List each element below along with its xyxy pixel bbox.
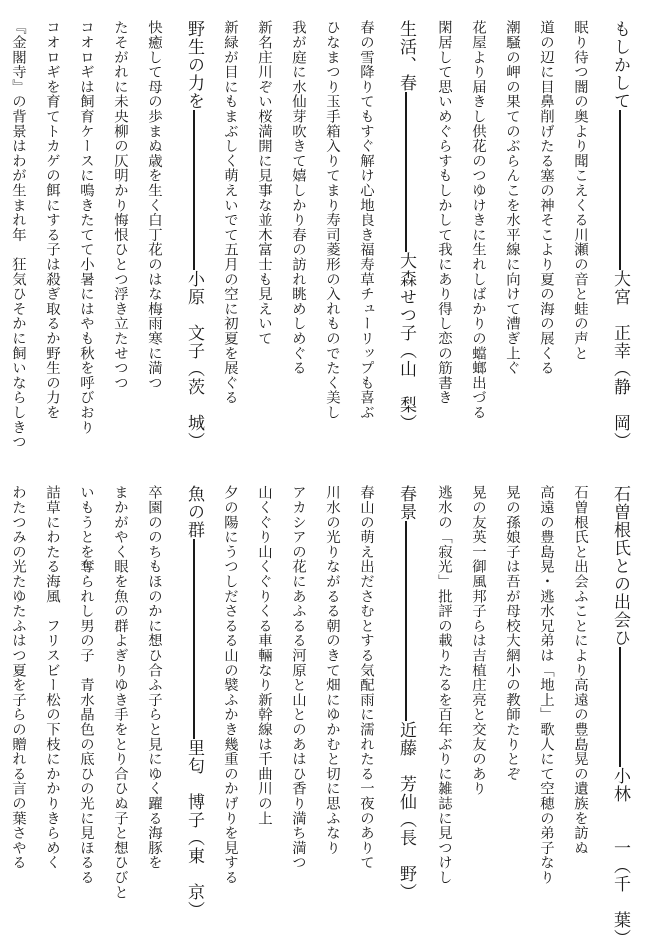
poem-author: 大森せつ子 — [396, 252, 416, 342]
poem-line: コオロギは飼育ケースに鳴きたてて小暑にはやも秋を呼びおり — [78, 20, 94, 435]
poem-line: 快癒して母の歩まぬ歳を生く白丁花のはな梅雨寒に満つ — [146, 20, 162, 390]
poem-line: 山くぐり山くぐりくる車輛なり新幹線は千曲川の上 — [256, 485, 272, 826]
poem-title: 石曽根氏との出会ひ — [610, 485, 630, 647]
title-rule — [405, 92, 407, 252]
poem-line: わたつみの光たゆたふはつ夏を子らの贈れる言の葉さやる — [10, 485, 26, 870]
title-rule — [405, 521, 407, 721]
poem-title: 野生の力を — [184, 20, 204, 110]
poem-heading — [180, 20, 208, 460]
poem-prefecture: （千 葉） — [610, 857, 630, 947]
poem-line: 高遠の豊島晃・逃水兄弟は「地上」歌人にて空穂の弟子なり — [538, 485, 554, 885]
poem-heading — [392, 20, 420, 460]
poem-prefecture: （静 岡） — [610, 360, 630, 450]
poem-line: 眠り待つ闇の奥より聞こえくる川瀬の音と蛙の声と — [572, 20, 588, 361]
poem-line: 春の雪降りてもすぐ解け心地良き福寿草チューリップも喜ぶ — [358, 20, 374, 420]
title-rule — [193, 110, 195, 270]
poem-title: もしかして — [610, 20, 630, 110]
poem-line: 逃水の「寂光」批評の載りたるを百年ぶりに雑誌に見つけし — [436, 485, 452, 885]
poem-heading — [392, 485, 420, 925]
poem-line: 花屋より届きし供花のつゆけきに生れしばかりの蟷螂出づる — [470, 20, 486, 420]
poem-line: 卒園ののちもほのかに想ひ合ふ子らと見にゆく躍る海豚を — [146, 485, 162, 870]
title-rule — [619, 110, 621, 270]
poem-line: 閑居して思いめぐらすもしかして我にあり得し恋の筋書き — [436, 20, 452, 405]
poem-line: コオロギを育てトカゲの餌にする子は殺ぎ取るか野生の力を — [44, 20, 60, 420]
poem-line: 晃の孫娘子は吾が母校大網小の教師たりとぞ — [504, 485, 520, 781]
poem-author: 大宮 正幸 — [610, 270, 630, 360]
poem-line: 新名庄川ぞい桜満開に見事な並木富士も見えいて — [256, 20, 272, 346]
title-rule — [193, 539, 195, 739]
poem-heading — [606, 20, 634, 460]
poem-author: 小林 一 — [610, 767, 630, 857]
poem-prefecture: （茨 城） — [184, 360, 204, 450]
poem-line: まかがやく眼を魚の群よぎりゆき手をとり合ひぬ子と想ひびと — [112, 485, 128, 900]
poem-line: 我が庭に水仙芽吹きて嬉しかり春の訪れ眺めしめぐる — [290, 20, 306, 376]
poem-line: 『金閣寺』の背景はわが生まれ年 狂気ひそかに飼いならしきつ — [10, 20, 26, 450]
poem-line: 春山の萌え出ださむとする気配雨に濡れたる一夜のありて — [358, 485, 374, 870]
poem-line: ひなまつり玉手箱入りてまり寿司菱形の入れものでたく美し — [324, 20, 340, 420]
title-rule — [619, 647, 621, 767]
poem-line: 晃の友英一御風邦子らは吉植庄亮と交友のあり — [470, 485, 486, 796]
poem-title: 春景 — [396, 485, 416, 521]
poem-line: 潮騒の岬の果てのぶらんこを水平線に向けて漕ぎ上ぐ — [504, 20, 520, 376]
poem-line: たそがれに未央柳の仄明かり悔恨ひとつ浮き立たせつつ — [112, 20, 128, 390]
poem-line: 詰草にわたる海風 フリスビー松の下枝にかかりきらめく — [44, 485, 60, 870]
poem-line: 夕の陽にうつしださるる山の襞ふかき幾重のかげりを見する — [222, 485, 238, 885]
poem-line: 新緑が目にもまぶしく萌えいでて五月の空に初夏を展ぐる — [222, 20, 238, 405]
poem-line: いもうとを奪られし男の子 青水晶色の底ひの光に見ほるる — [78, 485, 94, 885]
poem-author: 近藤 芳仙 — [396, 721, 416, 811]
poem-prefecture: （長 野） — [396, 811, 416, 901]
poem-heading — [180, 485, 208, 925]
poem-prefecture: （東 京） — [184, 829, 204, 919]
poem-line: 道の辺に目鼻削げたる塞の神そこより夏の海の展くる — [538, 20, 554, 376]
poem-author: 里匂 博子 — [184, 739, 204, 829]
poem-line: 石曽根氏と出会ふことにより高遠の豊島晃の遺族を訪ぬ — [572, 485, 588, 855]
bottom-tier — [0, 485, 660, 947]
poem-heading — [606, 485, 634, 947]
poem-author: 小原 文子 — [184, 270, 204, 360]
poem-line: 川水の光りながるる朝のきて畑にゆかむと切に思ふなり — [324, 485, 340, 855]
poem-title: 魚の群 — [184, 485, 204, 539]
poem-line: アカシアの花にあふるる河原と山とのあはひ香り満ち満つ — [290, 485, 306, 870]
poem-title: 生活、春 — [396, 20, 416, 92]
poem-prefecture: （山 梨） — [396, 342, 416, 432]
top-tier — [0, 20, 660, 460]
